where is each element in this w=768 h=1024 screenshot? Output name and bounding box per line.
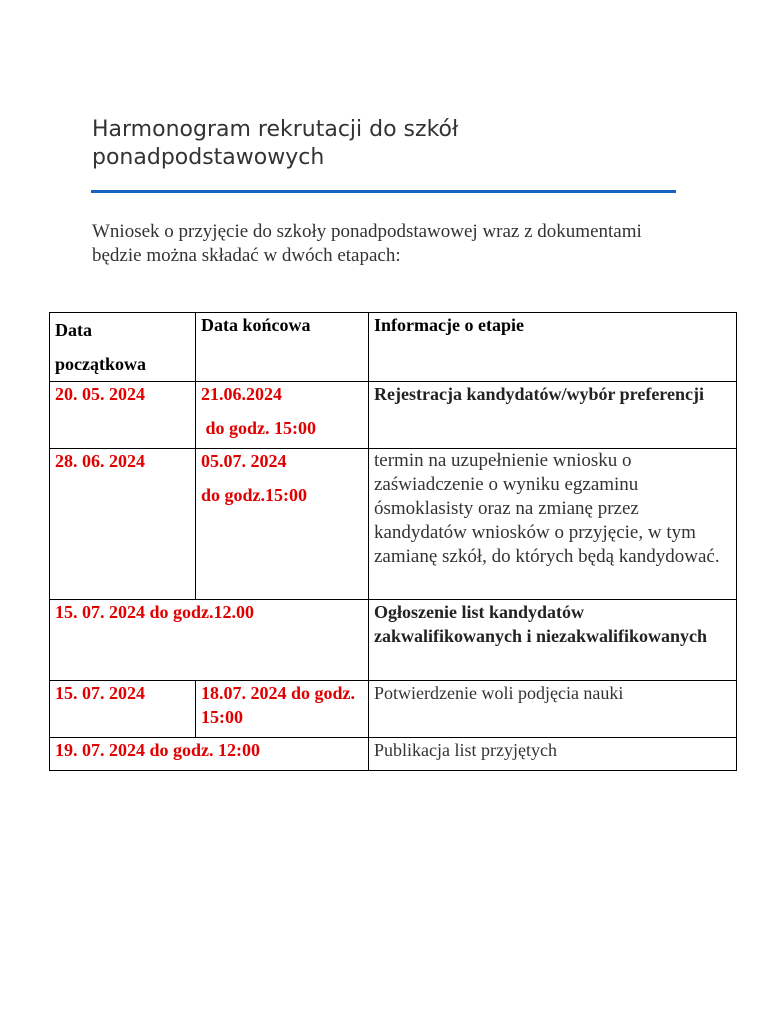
row-date-merged: 19. 07. 2024 do godz. 12:00 bbox=[50, 738, 369, 771]
row-start-date: 20. 05. 2024 bbox=[50, 382, 196, 449]
row-end-date-line2: do godz. 15:00 bbox=[201, 418, 317, 438]
row-start-date: 15. 07. 2024 bbox=[50, 681, 196, 738]
table-row bbox=[50, 382, 737, 449]
row-date-merged: 15. 07. 2024 do godz.12.00 bbox=[50, 600, 369, 681]
row-end-date bbox=[196, 449, 369, 600]
header-start-line1: Data bbox=[55, 320, 92, 340]
row-info: Potwierdzenie woli podjęcia nauki bbox=[369, 681, 737, 738]
header-info: Informacje o etapie bbox=[369, 313, 737, 382]
table-row bbox=[50, 600, 737, 681]
table-header-row bbox=[50, 313, 737, 382]
row-end-date bbox=[196, 382, 369, 449]
header-end-date: Data końcowa bbox=[196, 313, 369, 382]
row-info: Ogłoszenie list kandydatów zakwalifikowanych i niezakwalifikowanych bbox=[369, 600, 737, 681]
title-divider bbox=[91, 190, 676, 193]
table-row bbox=[50, 449, 737, 600]
row-info: termin na uzupełnienie wniosku o zaświadczenie o wyniku egzaminu ósmoklasisty oraz na zmianę przez kandydatów wniosków o przyjęcie, w tym zamianę szkół, do których będą kandydować. bbox=[369, 449, 737, 600]
page-title: Harmonogram rekrutacji do szkół ponadpodstawowych bbox=[92, 117, 459, 170]
table-row bbox=[50, 738, 737, 771]
row-end-date-line1: 05.07. 2024 bbox=[201, 451, 287, 471]
header-start-line2: początkowa bbox=[55, 354, 146, 374]
row-end-date-line2: do godz.15:00 bbox=[201, 485, 308, 505]
intro-paragraph: Wniosek o przyjęcie do szkoły ponadpodstawowej wraz z dokumentami będzie można składać w dwóch etapach: bbox=[92, 221, 642, 266]
row-info: Publikacja list przyjętych bbox=[369, 738, 737, 771]
row-info: Rejestracja kandydatów/wybór preferencji bbox=[369, 382, 737, 449]
row-end-date: 18.07. 2024 do godz. 15:00 bbox=[196, 681, 369, 738]
table-row bbox=[50, 681, 737, 738]
schedule-table bbox=[49, 312, 737, 771]
row-end-date-line1: 21.06.2024 bbox=[201, 384, 282, 404]
header-start-date bbox=[50, 313, 196, 382]
row-start-date: 28. 06. 2024 bbox=[50, 449, 196, 600]
